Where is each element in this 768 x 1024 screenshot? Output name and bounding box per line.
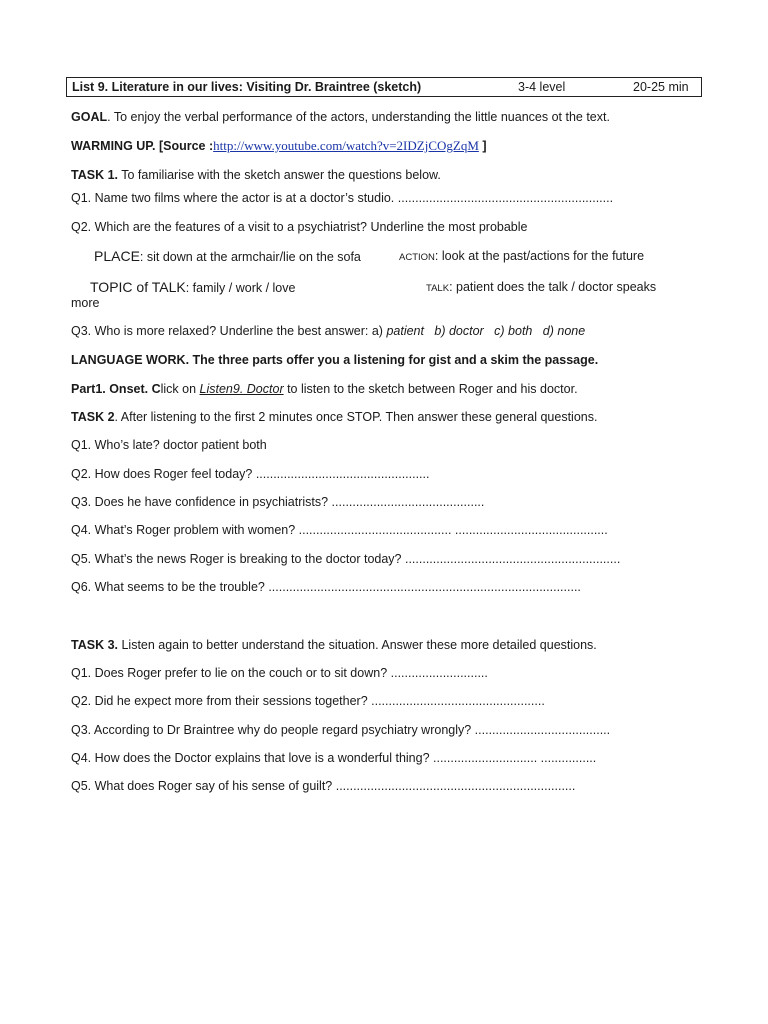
task3-label: TASK 3. bbox=[71, 638, 118, 652]
action-text: : look at the past/actions for the future bbox=[434, 249, 645, 263]
warming-up-line bbox=[71, 138, 487, 154]
action-line bbox=[399, 248, 644, 266]
part1-label: Part1. Onset. C bbox=[71, 382, 161, 396]
task2-intro bbox=[71, 409, 597, 425]
worksheet-title: List 9. Literature in our lives: Visiting Dr. Braintree (sketch) bbox=[72, 80, 422, 94]
talk-line bbox=[426, 279, 656, 297]
task1-q2: Q2. Which are the features of a visit to a psychiatrist? Underline the most probable bbox=[71, 220, 528, 234]
task2-q1: Q1. Who’s late? doctor patient both bbox=[71, 438, 267, 452]
place-line bbox=[94, 248, 361, 265]
task2-q6: Q6. What seems to be the trouble? .......................................................................................... bbox=[71, 580, 581, 594]
q3-option-c: c) both bbox=[494, 324, 533, 338]
goal-label: GOAL bbox=[71, 110, 108, 124]
task1-text: To familiarise with the sketch answer the questions below. bbox=[118, 168, 441, 182]
task1-q3-text: Q3. Who is more relaxed? Underline the best answer: a) bbox=[71, 324, 387, 338]
task1-intro bbox=[71, 167, 441, 183]
time-label: 20-25 min bbox=[633, 80, 689, 94]
action-label: ACTION bbox=[399, 252, 435, 263]
task3-intro bbox=[71, 637, 597, 653]
part1-text-b: to listen to the sketch between Roger and his doctor. bbox=[283, 382, 578, 396]
goal-text: . To enjoy the verbal performance of the actors, understanding the little nuances ot the text. bbox=[107, 110, 610, 124]
source-link[interactable]: http://www.youtube.com/watch?v=2IDZjCOgZqM bbox=[213, 138, 479, 153]
warming-up-end: ] bbox=[478, 139, 487, 153]
talk-more: more bbox=[71, 296, 100, 310]
topic-text: : family / work / love bbox=[185, 281, 296, 295]
task3-q4: Q4. How does the Doctor explains that love is a wonderful thing? .............................. ................ bbox=[71, 751, 597, 765]
warming-up-label: WARMING UP. [Source : bbox=[71, 139, 214, 153]
goal-line bbox=[71, 109, 610, 125]
task1-label: TASK 1. bbox=[71, 168, 118, 182]
topic-line bbox=[90, 279, 295, 296]
task2-label: TASK 2 bbox=[71, 410, 115, 424]
task2-text: . After listening to the first 2 minutes once STOP. Then answer these general questions. bbox=[114, 410, 598, 424]
task3-text: Listen again to better understand the situation. Answer these more detailed questions. bbox=[118, 638, 597, 652]
language-heading: LANGUAGE WORK. The three parts offer you a listening for gist and a skim the passage. bbox=[71, 353, 599, 367]
task1-q1: Q1. Name two films where the actor is at a doctor’s studio. .............................................................. bbox=[71, 191, 614, 205]
task2-q2: Q2. How does Roger feel today? .................................................. bbox=[71, 467, 430, 481]
place-label: PLACE bbox=[94, 248, 140, 264]
task2-q3: Q3. Does he have confidence in psychiatrists? ............................................ bbox=[71, 495, 485, 509]
task2-q5: Q5. What’s the news Roger is breaking to the doctor today? .............................................................. bbox=[71, 552, 621, 566]
talk-text: : patient does the talk / doctor speaks bbox=[449, 280, 657, 294]
task3-q3: Q3. According to Dr Braintree why do people regard psychiatry wrongly? ....................................... bbox=[71, 723, 611, 737]
level-label: 3-4 level bbox=[518, 80, 566, 94]
listen9-link[interactable]: Listen9. Doctor bbox=[199, 382, 284, 396]
q3-option-b: b) doctor bbox=[434, 324, 484, 338]
q3-option-a: patient bbox=[386, 324, 424, 338]
header-box bbox=[66, 77, 702, 97]
task3-q1: Q1. Does Roger prefer to lie on the couch or to sit down? ............................ bbox=[71, 666, 488, 680]
task3-q5: Q5. What does Roger say of his sense of guilt? ..................................................................... bbox=[71, 779, 576, 793]
talk-label: TALK bbox=[426, 283, 450, 294]
task3-q2: Q2. Did he expect more from their sessions together? .................................................. bbox=[71, 694, 545, 708]
q3-option-d: d) none bbox=[542, 324, 586, 338]
place-text: : sit down at the armchair/lie on the sofa bbox=[139, 250, 361, 264]
part1-text-a: lick on bbox=[160, 382, 200, 396]
topic-label: TOPIC of TALK bbox=[90, 279, 186, 295]
part1-line bbox=[71, 381, 578, 397]
task2-q4: Q4. What’s Roger problem with women? ............................................ ............................................ bbox=[71, 523, 608, 537]
task1-q3 bbox=[71, 323, 585, 339]
